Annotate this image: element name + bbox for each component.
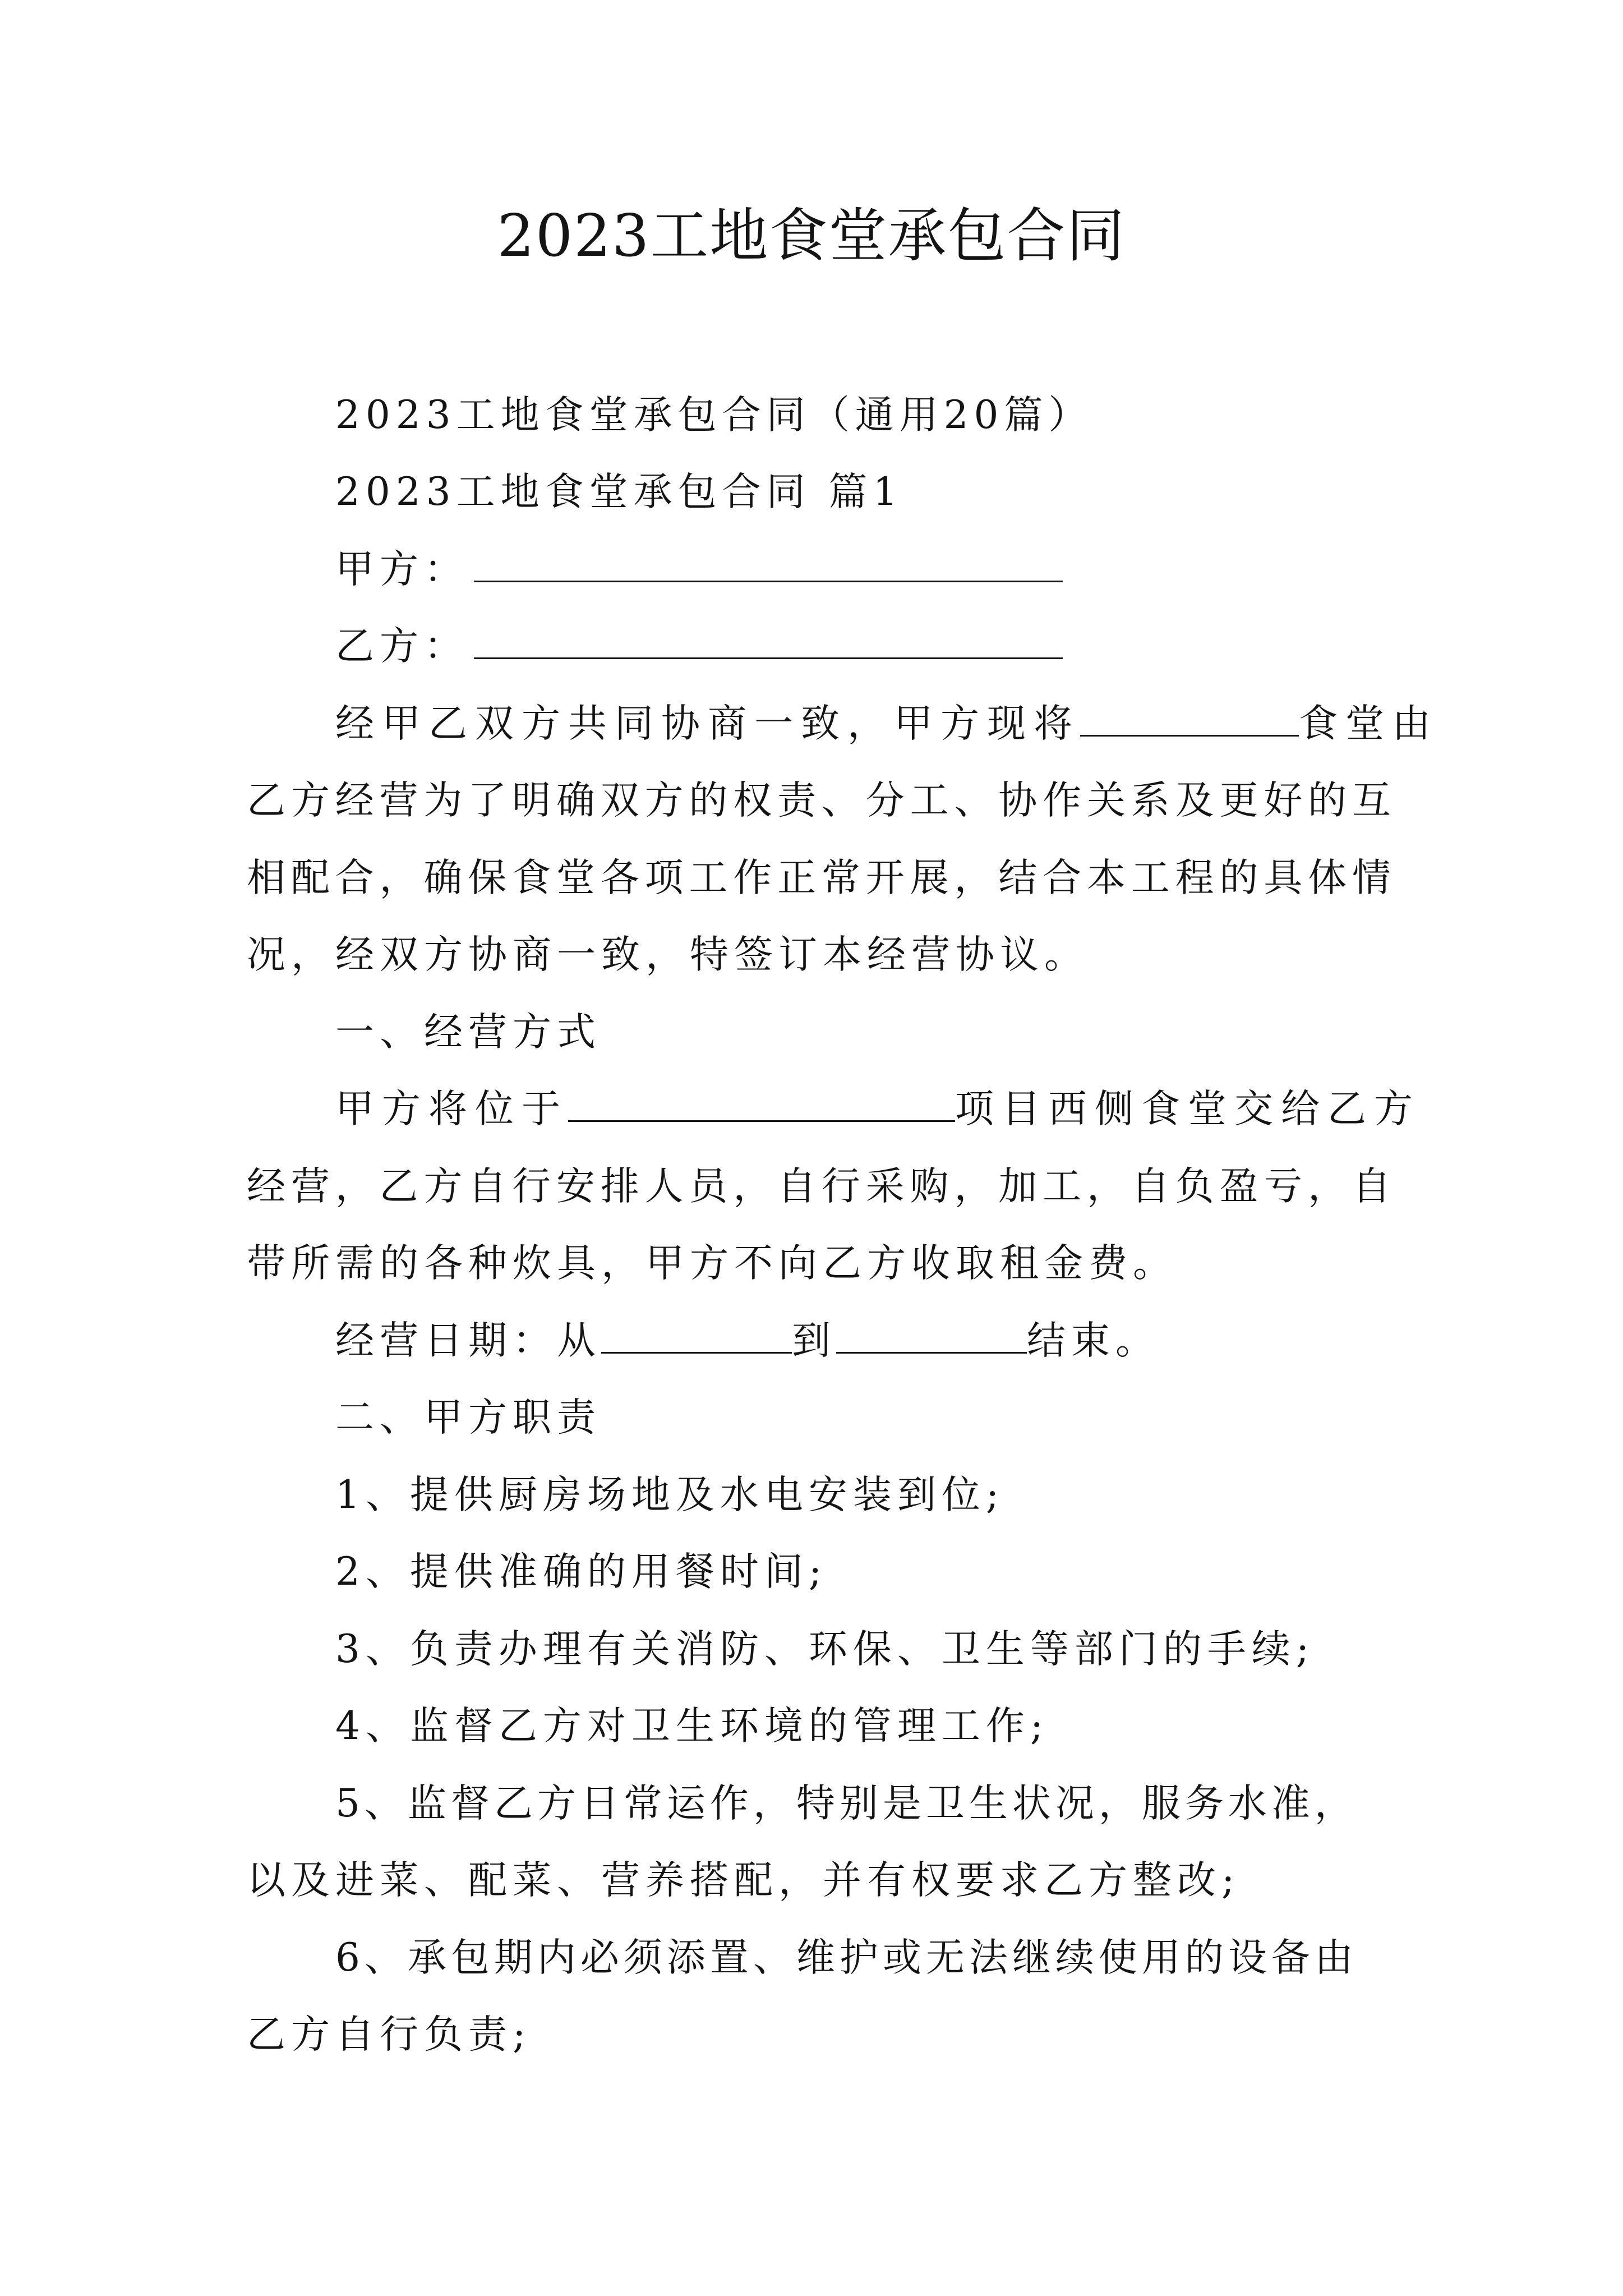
party-a-blank (474, 546, 1063, 582)
start-date-blank (601, 1317, 792, 1354)
party-a-label: 甲方： (335, 547, 468, 592)
intro-line-3: 相配合，确保食堂各项工作正常开展，结合本工程的具体情 (247, 855, 1391, 900)
duty-item-4: 4、监督乙方对卫生环境的管理工作; (335, 1704, 1049, 1749)
section2-heading: 二、甲方职责 (335, 1395, 601, 1440)
intro-line-4: 况，经双方协商一致，特签订本经营协议。 (247, 932, 1089, 977)
end-date-blank (836, 1317, 1027, 1354)
duty-item-2: 2、提供准确的用餐时间; (335, 1549, 828, 1594)
date-to: 到 (792, 1318, 836, 1363)
location-blank (568, 1085, 955, 1122)
intro-line-1-after: 食堂由 (1299, 701, 1438, 746)
party-b-blank (474, 623, 1063, 659)
section1-line-1 (335, 1078, 1421, 1140)
duty-item-5-line-2: 以及进菜、配菜、营养搭配，并有权要求乙方整改; (247, 1858, 1241, 1903)
operating-date-line (335, 1310, 1160, 1372)
duty-item-5-line-1: 5、监督乙方日常运作，特别是卫生状况，服务水准， (335, 1781, 1358, 1826)
intro-line-1-before: 经甲乙双方共同协商一致，甲方现将 (335, 701, 1080, 746)
party-b-label: 乙方： (335, 624, 468, 669)
duty-item-1: 1、提供厨房场地及水电安装到位; (335, 1473, 1005, 1517)
section-heading: 2023工地食堂承包合同 篇1 (335, 470, 903, 514)
date-end: 结束。 (1027, 1318, 1160, 1363)
party-a-line (335, 539, 1063, 600)
duty-item-6-line-2: 乙方自行负责; (247, 2012, 532, 2057)
document-subtitle: 2023工地食堂承包合同（通用20篇） (335, 393, 1093, 438)
duty-item-3: 3、负责办理有关消防、环保、卫生等部门的手续; (335, 1627, 1315, 1672)
canteen-name-blank (1080, 700, 1299, 737)
party-b-line (335, 615, 1063, 677)
intro-line-2: 乙方经营为了明确双方的权责、分工、协作关系及更好的互 (247, 778, 1391, 823)
intro-line-1 (335, 693, 1438, 754)
section1-line-1-after: 项目西侧食堂交给乙方 (955, 1087, 1421, 1131)
section1-heading: 一、经营方式 (335, 1010, 601, 1055)
date-label: 经营日期：从 (335, 1318, 601, 1363)
section1-line-3: 带所需的各种炊具，甲方不向乙方收取租金费。 (247, 1241, 1177, 1286)
section1-line-2: 经营，乙方自行安排人员，自行采购，加工，自负盈亏，自 (247, 1164, 1391, 1209)
section1-line-1-before: 甲方将位于 (335, 1087, 568, 1131)
duty-item-6-line-1: 6、承包期内必须添置、维护或无法继续使用的设备由 (335, 1935, 1358, 1980)
document-title: 2023工地食堂承包合同 (497, 201, 1126, 270)
